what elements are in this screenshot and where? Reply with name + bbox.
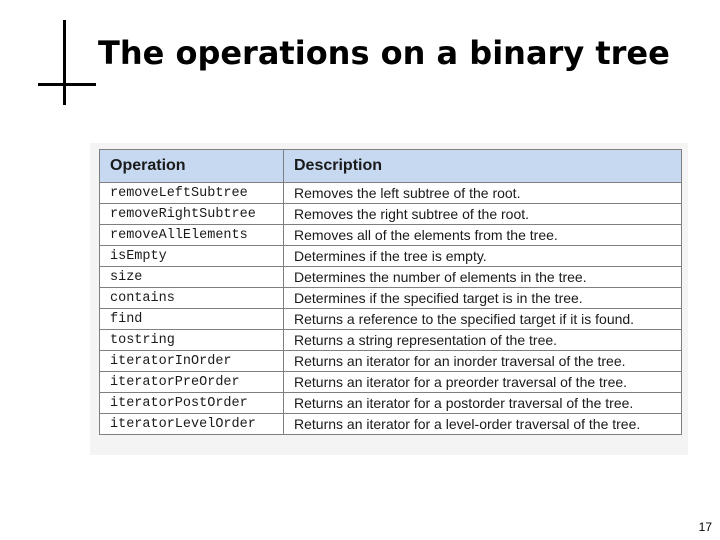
description-cell: Returns an iterator for a level-order traversal of the tree. xyxy=(284,414,682,435)
operation-cell: isEmpty xyxy=(100,246,284,267)
operation-cell: iteratorPreOrder xyxy=(100,372,284,393)
table-row xyxy=(100,183,682,204)
table-row xyxy=(100,225,682,246)
table-row xyxy=(100,204,682,225)
operations-table xyxy=(99,149,682,435)
operation-cell: iteratorInOrder xyxy=(100,351,284,372)
table-row xyxy=(100,288,682,309)
operation-cell: iteratorPostOrder xyxy=(100,393,284,414)
description-cell: Removes the right subtree of the root. xyxy=(284,204,682,225)
description-cell: Returns an iterator for a postorder traversal of the tree. xyxy=(284,393,682,414)
description-cell: Determines if the tree is empty. xyxy=(284,246,682,267)
description-cell: Returns a string representation of the tree. xyxy=(284,330,682,351)
operation-cell: size xyxy=(100,267,284,288)
operation-cell: removeLeftSubtree xyxy=(100,183,284,204)
table-row xyxy=(100,414,682,435)
title-decoration-horizontal-line xyxy=(38,83,96,86)
table-header-row xyxy=(100,150,682,183)
description-cell: Returns a reference to the specified target if it is found. xyxy=(284,309,682,330)
page-number: 17 xyxy=(698,520,712,534)
table-row xyxy=(100,330,682,351)
table-row xyxy=(100,267,682,288)
table-row xyxy=(100,309,682,330)
operation-cell: contains xyxy=(100,288,284,309)
operation-cell: iteratorLevelOrder xyxy=(100,414,284,435)
operation-cell: tostring xyxy=(100,330,284,351)
description-cell: Removes all of the elements from the tree. xyxy=(284,225,682,246)
slide-title: The operations on a binary tree xyxy=(98,34,670,72)
header-operation: Operation xyxy=(100,150,284,183)
table-row xyxy=(100,246,682,267)
table-row xyxy=(100,351,682,372)
description-cell: Removes the left subtree of the root. xyxy=(284,183,682,204)
operation-cell: removeRightSubtree xyxy=(100,204,284,225)
description-cell: Returns an iterator for a preorder traversal of the tree. xyxy=(284,372,682,393)
description-cell: Returns an iterator for an inorder traversal of the tree. xyxy=(284,351,682,372)
header-description: Description xyxy=(284,150,682,183)
table-row xyxy=(100,393,682,414)
operation-cell: removeAllElements xyxy=(100,225,284,246)
description-cell: Determines the number of elements in the tree. xyxy=(284,267,682,288)
description-cell: Determines if the specified target is in the tree. xyxy=(284,288,682,309)
title-decoration-vertical-line xyxy=(63,20,66,105)
table-row xyxy=(100,372,682,393)
operation-cell: find xyxy=(100,309,284,330)
